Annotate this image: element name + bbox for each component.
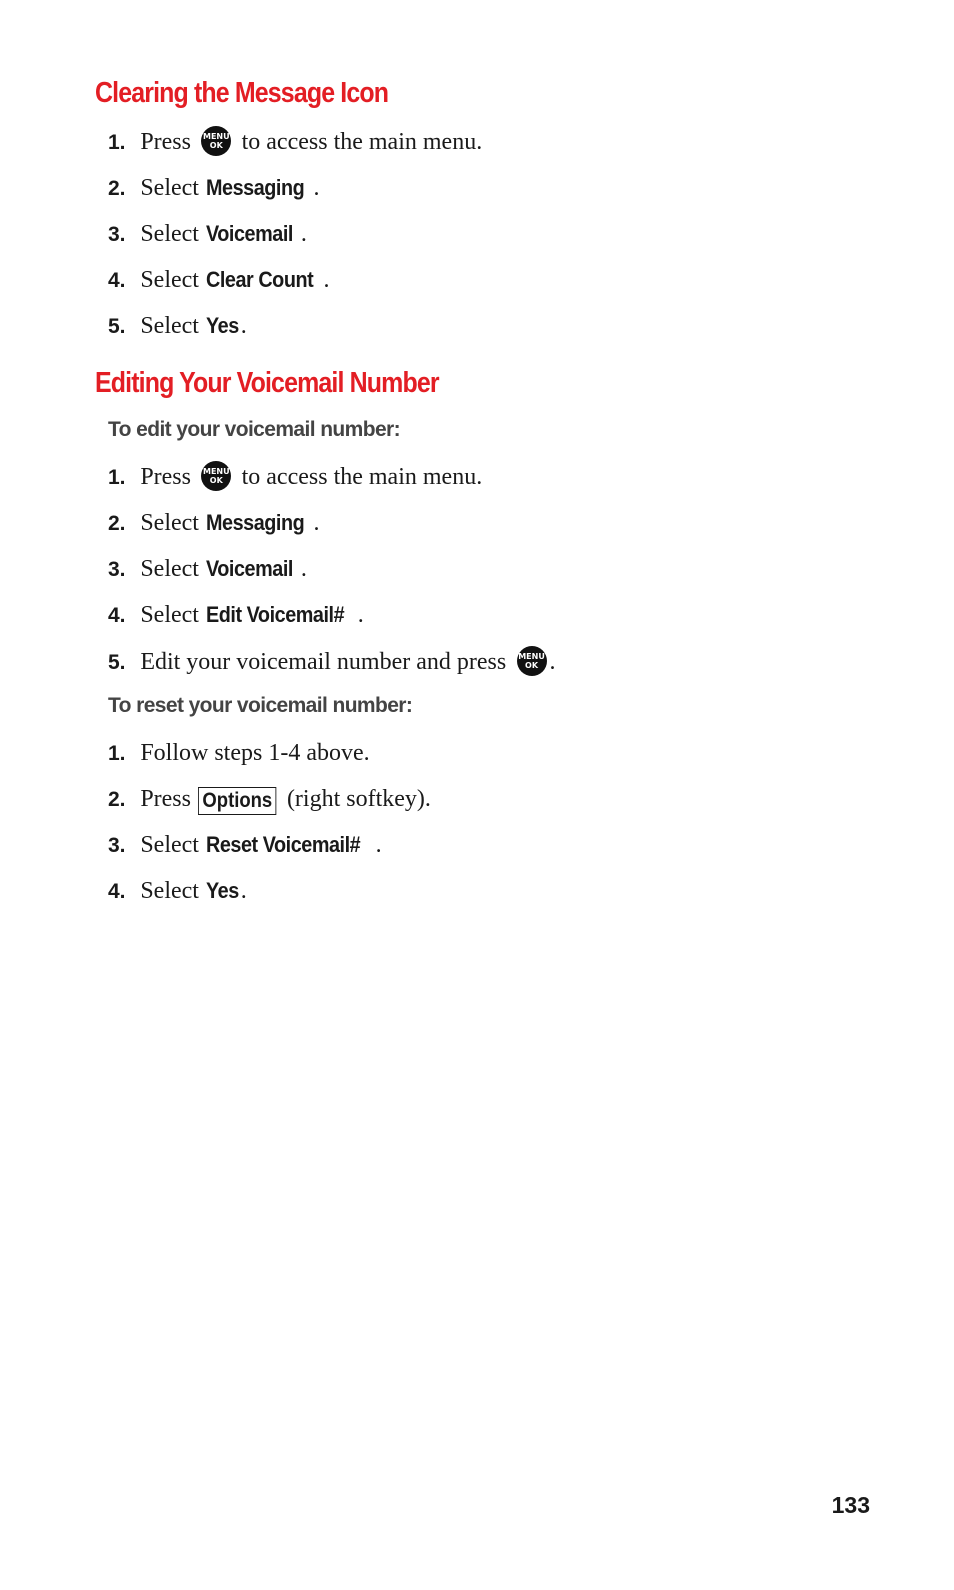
section-heading-editing-voicemail-number: Editing Your Voicemail Number	[95, 367, 439, 399]
menu-option-voicemail: Voicemail	[206, 556, 294, 581]
step-number: 4.	[108, 269, 126, 292]
menu-option-voicemail: Voicemail	[206, 221, 294, 246]
step-1	[108, 125, 482, 159]
step-5: 5. Select Yes.	[108, 309, 247, 343]
step-text: Select	[140, 878, 199, 904]
edit-step-2: 2. Select Messaging .	[108, 506, 319, 540]
step-number: 1.	[108, 466, 126, 489]
menu-option-edit-voicemail: Edit Voicemail#	[206, 602, 345, 627]
step-number: 5.	[108, 651, 126, 674]
step-text: Select	[140, 313, 199, 339]
edit-step-3: 3. Select Voicemail .	[108, 552, 307, 586]
step-number: 5.	[108, 315, 126, 338]
step-text: to access the main menu.	[241, 464, 483, 490]
step-4: 4. Select Clear Count .	[108, 263, 329, 297]
reset-step-3: 3. Select Reset Voicemail# .	[108, 828, 382, 862]
step-text: Follow steps 1-4 above.	[140, 740, 370, 766]
step-number: 3.	[108, 223, 126, 246]
step-text: Select	[140, 556, 199, 582]
menu-ok-key-icon: MENU OK	[517, 646, 547, 676]
reset-step-4: 4. Select Yes.	[108, 874, 247, 908]
menu-option-reset-voicemail: Reset Voicemail#	[206, 832, 361, 857]
subhead-reset-voicemail: To reset your voicemail number:	[108, 694, 413, 717]
page-number: 133	[831, 1492, 870, 1518]
menu-option-messaging: Messaging	[206, 510, 305, 535]
step-number: 1.	[108, 742, 126, 765]
edit-step-5: 5. Edit your voicemail number and press MENU OK .	[108, 645, 556, 679]
menu-ok-key-icon: MENU OK	[201, 126, 231, 156]
step-3: 3. Select Voicemail .	[108, 217, 307, 251]
step-number: 2.	[108, 512, 126, 535]
menu-ok-key-icon: MENU OK	[201, 461, 231, 491]
step-number: 1.	[108, 131, 126, 154]
step-text: (right softkey).	[286, 786, 431, 812]
step-text: Select	[140, 510, 199, 536]
step-number: 4.	[108, 880, 126, 903]
step-text: to access the main menu.	[241, 129, 483, 155]
step-text: Select	[140, 221, 199, 247]
section-heading-clearing-message-icon: Clearing the Message Icon	[95, 77, 389, 109]
options-softkey-label: Options	[198, 787, 277, 815]
step-text: Edit your voicemail number and press	[140, 649, 507, 675]
step-text: Select	[140, 175, 199, 201]
step-text: Press	[140, 464, 191, 490]
step-number: 2.	[108, 177, 126, 200]
menu-option-yes: Yes	[206, 313, 240, 338]
reset-step-1	[108, 736, 370, 770]
step-number: 3.	[108, 834, 126, 857]
step-text: Select	[140, 267, 199, 293]
step-number: 3.	[108, 558, 126, 581]
edit-step-4: 4. Select Edit Voicemail# .	[108, 598, 364, 632]
menu-option-clear-count: Clear Count	[206, 267, 314, 292]
reset-step-2	[108, 782, 431, 816]
step-text: Press	[140, 129, 191, 155]
step-number: 4.	[108, 604, 126, 627]
step-2: 2. Select Messaging .	[108, 171, 319, 205]
step-number: 2.	[108, 788, 126, 811]
step-text: Select	[140, 832, 199, 858]
subhead-edit-voicemail: To edit your voicemail number:	[108, 418, 400, 441]
menu-option-yes: Yes	[206, 878, 240, 903]
step-text: Select	[140, 602, 199, 628]
menu-option-messaging: Messaging	[206, 175, 305, 200]
step-text: Press	[140, 786, 191, 812]
edit-step-1	[108, 460, 482, 494]
